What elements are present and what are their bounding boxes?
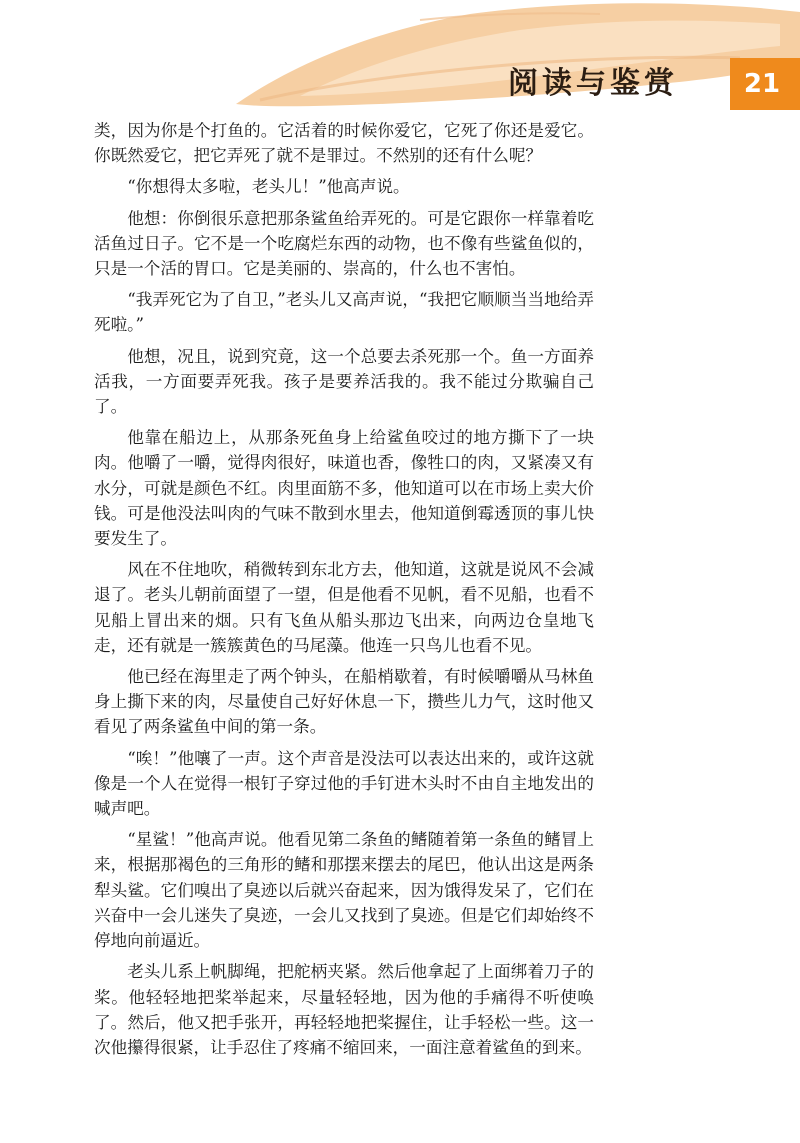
paragraph: 风在不住地吹，稍微转到东北方去，他知道，这就是说风不会减退了。老头儿朝前面望了一望，但是他看不见帆，看不见船，也看不见船上冒出来的烟。只有飞鱼从船头那边飞出来，向两边仓皇地飞走，还有就是一簇簇黄色的马尾藻。他连一只鸟儿也看不见。 [94,560,594,655]
paragraph: “我弄死它为了自卫，”老头儿又高声说，“我把它顺顺当当地给弄死啦。” [94,290,594,335]
paragraph: 类，因为你是个打鱼的。它活着的时候你爱它，它死了你还是爱它。你既然爱它，把它弄死了就不是罪过。不然别的还有什么呢？ [94,121,594,166]
page-number-tab [730,58,800,110]
paragraph: 老头儿系上帆脚绳，把舵柄夹紧。然后他拿起了上面绑着刀子的桨。他轻轻地把桨举起来，尽量轻轻地，因为他的手痛得不听使唤了。然后，他又把手张开，再轻轻地把桨握住，让手轻松一些。这一次他攥得很紧，让手忍住了疼痛不缩回来，一面注意着鲨鱼的到来。 [94,962,594,1057]
body-text [94,118,594,1066]
section-title: 阅读与鉴赏 [508,66,678,101]
paragraph: 他想：你倒很乐意把那条鲨鱼给弄死的。可是它跟你一样靠着吃活鱼过日子。它不是一个吃腐烂东西的动物，也不像有些鲨鱼似的，只是一个活的胃口。它是美丽的、崇高的，什么也不害怕。 [94,208,594,279]
paragraph: 他靠在船边上，从那条死鱼身上给鲨鱼咬过的地方撕下了一块肉。他嚼了一嚼，觉得肉很好，味道也香，像牲口的肉，又紧凑又有水分，可就是颜色不红。肉里面筋不多，他知道可以在市场上卖大价钱。可是他没法叫肉的气味不散到水里去，他知道倒霉透顶的事儿快要发生了。 [94,428,594,549]
paragraph: “星鲨！”他高声说。他看见第二条鱼的鳍随着第一条鱼的鳍冒上来，根据那褐色的三角形的鳍和那摆来摆去的尾巴，他认出这是两条犁头鲨。它们嗅出了臭迹以后就兴奋起来，因为饿得发呆了，它们在兴奋中一会儿迷失了臭迹，一会儿又找到了臭迹。但是它们却始终不停地向前逼近。 [94,830,594,951]
paragraph: 他想，况且，说到究竟，这一个总要去杀死那一个。鱼一方面养活我，一方面要弄死我。孩子是要养活我的。我不能过分欺骗自己了。 [94,346,594,417]
paragraph: 他已经在海里走了两个钟头，在船梢歇着，有时候嚼嚼从马林鱼身上撕下来的肉，尽量使自己好好休息一下，攒些儿力气，这时他又看见了两条鲨鱼中间的第一条。 [94,667,594,737]
page-number: 21 [743,69,781,99]
paragraph: “唉！”他嚷了一声。这个声音是没法可以表达出来的，或许这就像是一个人在觉得一根钉子穿过他的手钉进木头时不由自主地发出的喊声吧。 [94,748,594,819]
brush-stroke-decoration [0,0,800,110]
paragraph: “你想得太多啦，老头儿！”他高声说。 [127,177,410,197]
page-header [0,0,800,110]
